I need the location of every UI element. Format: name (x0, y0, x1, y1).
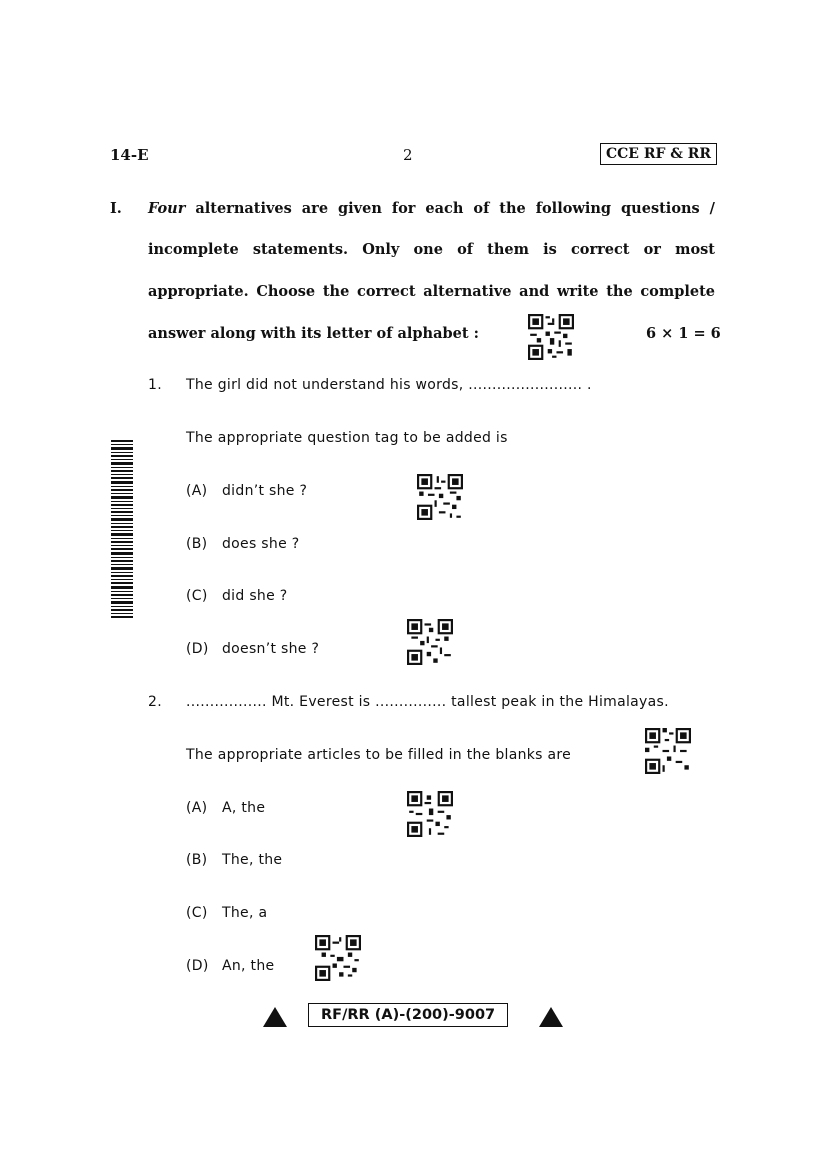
footer-code-box: RF/RR (A)-(200)-9007 (308, 1003, 508, 1027)
paper-code: 14-E (110, 146, 149, 164)
qr-code-image (407, 791, 453, 837)
question-number: 2. (148, 694, 162, 710)
question-prompt: The appropriate articles to be filled in the blanks are (186, 747, 572, 763)
instruction-line-1 (148, 200, 715, 217)
option-letter: (A) (186, 800, 208, 816)
instruction-line-3: appropriate. Choose the correct alternative and write the complete (148, 283, 715, 300)
option-letter: (C) (186, 588, 208, 604)
exam-code-box: CCE RF & RR (600, 143, 717, 165)
option-letter: (B) (186, 536, 208, 552)
question-prompt: The appropriate question tag to be added is (186, 430, 508, 446)
option-text: An, the (222, 958, 275, 974)
qr-code-image (315, 935, 361, 981)
option-text: A, the (222, 800, 266, 816)
question-statement: The girl did not understand his words, ........................ . (186, 377, 592, 393)
marks-allocation: 6 × 1 = 6 (646, 325, 721, 342)
option-text: doesn’t she ? (222, 641, 320, 657)
triangle-marker-icon (263, 1007, 287, 1027)
question-number: 1. (148, 377, 162, 393)
page-number: 2 (403, 146, 413, 164)
section-numeral: I. (110, 200, 122, 217)
option-letter: (A) (186, 483, 208, 499)
instruction-italic-word: Four (148, 200, 186, 217)
instruction-line-2: incomplete statements. Only one of them is correct or most (148, 241, 715, 258)
option-text: The, a (222, 905, 268, 921)
option-text: does she ? (222, 536, 300, 552)
instruction-line-1-text: alternatives are given for each of the following questions / (195, 200, 715, 217)
option-letter: (C) (186, 905, 208, 921)
question-statement: ................. Mt. Everest is ............... tallest peak in the Himalayas. (186, 694, 669, 710)
qr-code-image (407, 619, 453, 665)
option-text: didn’t she ? (222, 483, 308, 499)
qr-code-image (528, 314, 574, 360)
triangle-marker-icon (539, 1007, 563, 1027)
barcode-image (111, 440, 133, 620)
option-letter: (D) (186, 641, 209, 657)
qr-code-image (417, 474, 463, 520)
option-letter: (D) (186, 958, 209, 974)
option-letter: (B) (186, 852, 208, 868)
option-text: did she ? (222, 588, 288, 604)
instruction-line-4: answer along with its letter of alphabet : (148, 325, 479, 342)
qr-code-image (645, 728, 691, 774)
option-text: The, the (222, 852, 283, 868)
